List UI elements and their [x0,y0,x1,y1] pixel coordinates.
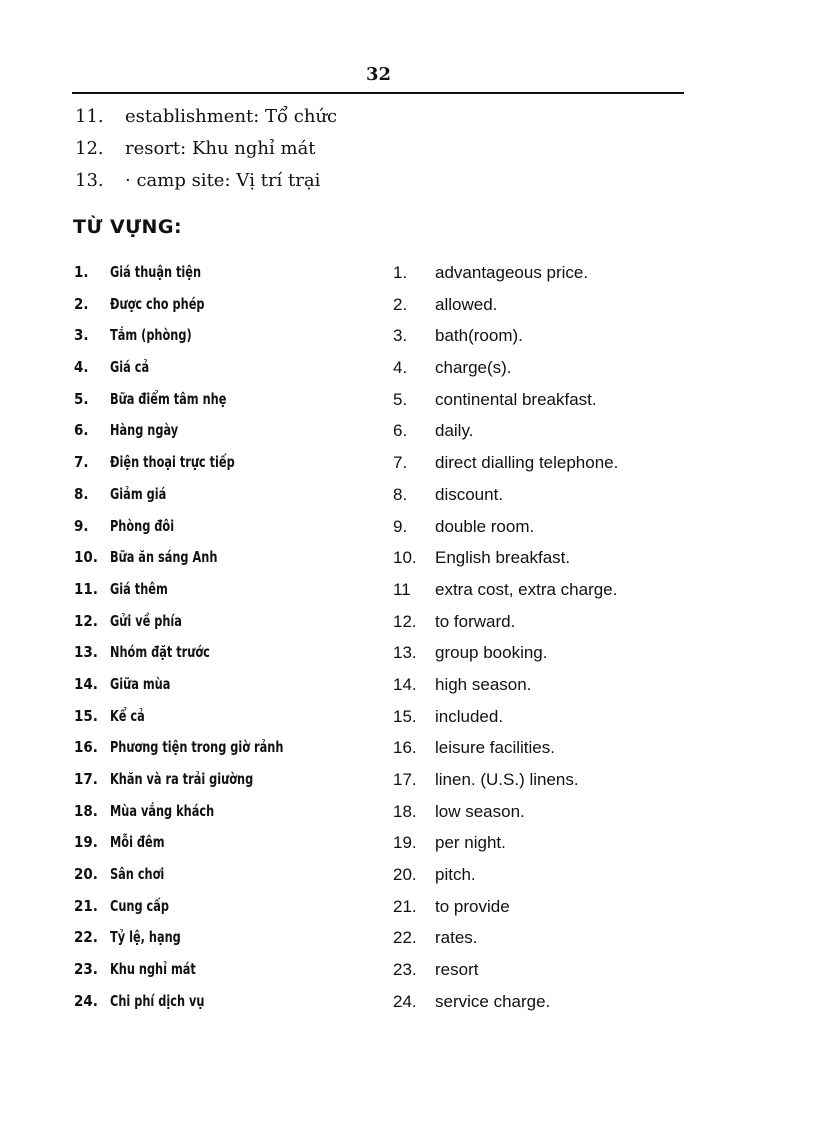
vocab-number: 17. [74,770,98,788]
vocab-english-term: direct dialling telephone. [435,453,619,473]
vocab-number: 8. [74,484,89,503]
vocab-number: 15. [393,706,417,726]
vocab-number: 20. [393,865,417,885]
vocab-english-item [393,669,618,701]
vocab-number: 5. [74,389,89,408]
vocab-english-term: to forward. [435,611,516,631]
vocab-vietnamese-term: Giảm giá [110,484,167,503]
vocab-vietnamese-item [74,732,316,764]
vocab-english-item [393,352,618,384]
vocab-english-item [393,764,618,796]
vocab-vietnamese-item [74,859,316,891]
vocab-number: 19. [393,833,417,853]
vocab-vietnamese-term: Kể cả [110,706,145,725]
vocab-vietnamese-item [74,542,316,574]
intro-item-text: establishment: Tổ chức [125,106,338,127]
vocab-vietnamese-term: Được cho phép [110,294,205,313]
vocab-vietnamese-item [74,922,316,954]
vocab-vietnamese-term: Cung cấp [110,896,170,915]
vocab-english-term: low season. [435,801,525,821]
vocab-english-item [393,637,618,669]
vocab-english-term: rates. [435,928,478,948]
vocab-english-term: high season. [435,674,532,694]
vocab-english-term: double room. [435,516,535,536]
vocab-vietnamese-item [74,986,316,1018]
vocab-number: 16. [74,738,98,757]
vocab-vietnamese-term: Tắm (phòng) [110,326,192,345]
vocab-number: 2. [393,294,408,314]
vocab-vietnamese-term: Nhóm đặt trước [110,643,210,662]
vocab-number: 14. [74,674,98,693]
vocab-english-term: charge(s). [435,358,512,378]
vocab-english-item [393,827,618,859]
intro-item [75,133,337,165]
vocab-number: 4. [74,358,89,377]
vocab-number: 4. [393,358,408,378]
vocab-vietnamese-term: Phòng đôi [110,516,175,535]
vocab-number: 20. [74,865,98,884]
vocab-english-list [393,257,618,1018]
vocab-english-term: leisure facilities. [435,738,555,758]
vocab-number: 12. [393,611,417,631]
vocab-number: 6. [74,421,89,440]
vocab-vietnamese-term: Tỷ lệ, hạng [110,928,181,947]
vocab-number: 11. [74,579,98,598]
vocab-number: 24. [393,991,417,1011]
vocab-english-item [393,986,618,1018]
vocab-english-item [393,289,618,321]
vocab-vietnamese-term: Phương tiện trong giờ rảnh [110,738,284,757]
vocab-english-term: advantageous price. [435,263,589,282]
vocab-number: 7. [393,453,408,473]
vocab-number: 6. [393,421,408,441]
vocab-number: 23. [393,960,417,980]
vocab-vietnamese-term: Khu nghỉ mát [110,960,196,979]
vocab-vietnamese-term: Giá thêm [110,579,168,598]
vocab-number: 17. [393,770,417,789]
vocab-vietnamese-item [74,352,316,384]
vocab-english-item [393,384,618,416]
vocab-vietnamese-term: Mỗi đêm [110,833,165,852]
vocab-english-item [393,320,618,352]
vocab-english-item [393,415,618,447]
section-heading: TỪ VỰNG: [73,216,183,238]
vocab-english-term: service charge. [435,991,551,1011]
vocab-vietnamese-item [74,320,316,352]
vocab-number: 7. [74,453,89,472]
page-number: 32 [366,64,392,85]
vocab-number: 1. [393,263,408,282]
vocab-number: 13. [74,643,98,662]
vocab-english-item [393,511,618,543]
vocab-english-term: allowed. [435,294,498,314]
vocab-number: 18. [74,801,98,820]
vocab-english-term: discount. [435,484,504,504]
vocab-vietnamese-item [74,415,316,447]
vocab-number: 9. [393,516,408,536]
vocab-english-item [393,479,618,511]
intro-list [75,101,337,197]
vocab-vietnamese-item [74,669,316,701]
vocab-vietnamese-item [74,257,316,289]
vocab-number: 14. [393,674,417,694]
vocab-vietnamese-item [74,954,316,986]
vocab-english-term: pitch. [435,865,476,885]
vocab-english-item [393,796,618,828]
vocab-vietnamese-term: Mùa vắng khách [110,801,215,820]
vocab-vietnamese-item [74,289,316,321]
intro-item-text: resort: Khu nghỉ mát [125,138,316,159]
vocab-english-item [393,732,618,764]
vocab-vietnamese-item [74,796,316,828]
vocab-number: 15. [74,706,98,725]
vocab-vietnamese-item [74,764,316,796]
vocab-vietnamese-item [74,447,316,479]
vocab-number: 8. [393,484,408,504]
vocab-number: 21. [393,896,417,916]
intro-item [75,165,337,197]
vocab-english-term: included. [435,706,504,726]
vocab-number: 13. [393,643,417,663]
vocab-number: 24. [74,991,98,1010]
vocab-number: 21. [74,896,98,915]
intro-item-number: 13. [75,170,104,191]
vocab-english-item [393,606,618,638]
vocab-english-term: bath(room). [435,326,523,346]
vocab-vietnamese-item [74,606,316,638]
vocab-number: 19. [74,833,98,852]
vocab-number: 16. [393,738,417,758]
intro-item [75,101,337,133]
vocab-vietnamese-item [74,511,316,543]
vocab-english-item [393,891,618,923]
vocab-vietnamese-item [74,827,316,859]
vocab-number: 9. [74,516,89,535]
vocab-number: 10. [393,548,417,568]
vocab-number: 1. [74,263,89,281]
vocab-number: 18. [393,801,417,821]
vocab-number: 3. [74,326,89,345]
vocab-number: 2. [74,294,89,313]
vocab-vietnamese-term: Gửi về phía [110,611,182,630]
vocab-english-term: to provide [435,896,510,916]
vocab-english-item [393,922,618,954]
vocab-english-term: continental breakfast. [435,389,597,409]
header-rule [72,92,684,94]
intro-item-number: 11. [75,106,104,127]
vocab-vietnamese-term: Điện thoại trực tiếp [110,453,235,472]
intro-item-number: 12. [75,138,104,159]
vocab-number: 10. [74,548,98,567]
vocab-vietnamese-item [74,384,316,416]
vocab-english-item [393,859,618,891]
vocab-vietnamese-list [74,257,316,1018]
vocab-vietnamese-term: Giá thuận tiện [110,263,202,281]
vocab-english-item [393,574,618,606]
vocab-number: 11 [393,579,411,599]
vocab-vietnamese-item [74,479,316,511]
vocab-vietnamese-item [74,637,316,669]
vocab-english-item [393,542,618,574]
vocab-number: 5. [393,389,408,409]
vocab-english-item [393,447,618,479]
intro-item-text: · camp site: Vị trí trại [125,170,321,191]
vocab-english-term: English breakfast. [435,548,571,568]
vocab-english-term: extra cost, extra charge. [435,579,618,599]
vocab-number: 3. [393,326,408,346]
vocab-english-term: group booking. [435,643,548,663]
vocab-number: 23. [74,960,98,979]
vocab-english-item [393,954,618,986]
vocab-vietnamese-item [74,701,316,733]
vocab-number: 12. [74,611,98,630]
vocab-english-term: linen. (U.S.) linens. [435,770,579,789]
vocab-english-item [393,257,618,289]
vocab-vietnamese-term: Khăn và ra trải giường [110,770,254,788]
vocab-vietnamese-term: Bữa ăn sáng Anh [110,548,218,567]
vocab-vietnamese-term: Giữa mùa [110,674,171,693]
vocab-vietnamese-item [74,891,316,923]
vocab-number: 22. [74,928,98,947]
vocab-english-term: resort [435,960,479,980]
vocab-english-term: daily. [435,421,474,441]
vocab-vietnamese-item [74,574,316,606]
vocab-number: 22. [393,928,417,948]
vocab-vietnamese-term: Giá cả [110,358,150,377]
vocab-vietnamese-term: Sân chơi [110,865,165,884]
vocab-vietnamese-term: Chi phí dịch vụ [110,991,205,1010]
vocab-vietnamese-term: Bữa điểm tâm nhẹ [110,389,227,408]
vocab-english-item [393,701,618,733]
vocab-english-term: per night. [435,833,506,853]
vocab-vietnamese-term: Hàng ngày [110,421,179,440]
